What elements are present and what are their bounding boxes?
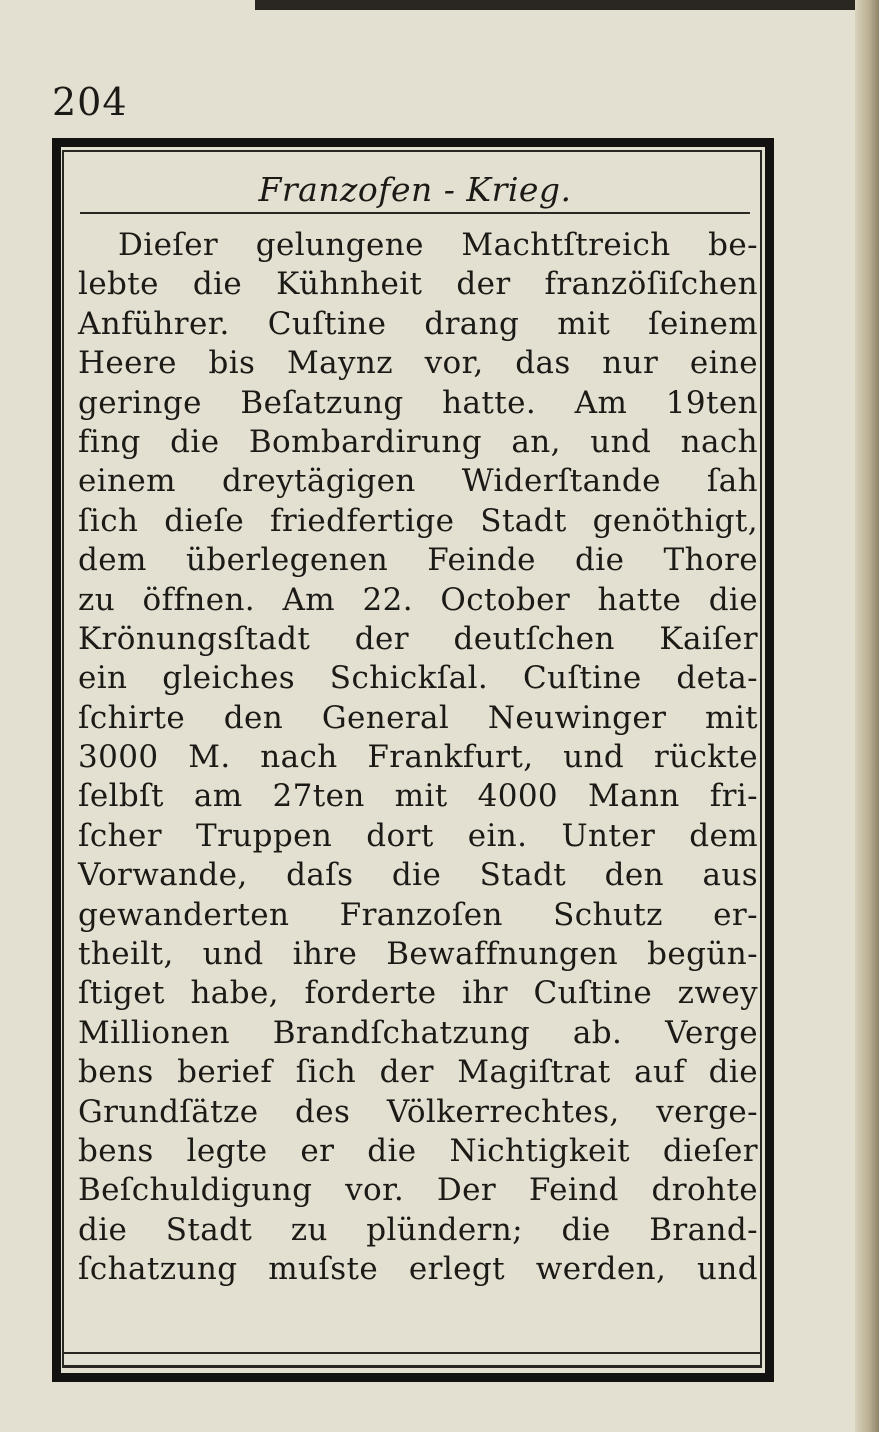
text-line: ſich dieſe friedfertige Stadt genöthigt, (78, 502, 758, 539)
text-line: ſcher Truppen dort ein. Unter dem (78, 817, 758, 854)
text-line: Krönungsſtadt der deutſchen Kaiſer (78, 620, 758, 657)
text-line: Grundſätze des Völkerrechtes, verge- (78, 1093, 758, 1130)
text-line: fing die Bombardirung an, und nach (78, 423, 758, 460)
page-right-edge (855, 0, 879, 1432)
text-line: Vorwande, daſs die Stadt den aus (78, 857, 758, 894)
text-line: 3000 M. nach Frankfurt, und rückte (78, 739, 758, 776)
text-line: einem dreytägigen Widerſtande ſah (78, 463, 758, 500)
text-line: zu öffnen. Am 22. October hatte die (78, 581, 758, 618)
text-line: theilt, und ihre Bewaffnungen begün- (78, 936, 758, 973)
text-line: Millionen Brandſchatzung ab. Verge (78, 1014, 758, 1051)
footer-rule (62, 1352, 762, 1354)
page-top-edge (255, 0, 855, 10)
text-line: ſtiget habe, forderte ihr Cuſtine zwey (78, 975, 758, 1012)
text-line: bens legte er die Nichtigkeit dieſer (78, 1132, 758, 1169)
text-line: die Stadt zu plündern; die Brand- (78, 1211, 758, 1248)
page-number: 204 (52, 80, 128, 124)
body-text (78, 226, 758, 1290)
text-line: Dieſer gelungene Machtſtreich be- (118, 227, 758, 263)
text-line: ſchirte den General Neuwinger mit (78, 699, 758, 736)
text-line: Beſchuldigung vor. Der Feind drohte (78, 1172, 758, 1209)
text-line: ſchatzung muſste erlegt werden, und (78, 1251, 758, 1288)
text-line: geringe Beſatzung hatte. Am 19ten (78, 384, 758, 421)
running-header-title: Franzofen - Krieg. (258, 170, 572, 209)
text-line: Anführer. Cuſtine drang mit ſeinem (78, 305, 758, 342)
text-line: ſelbſt am 27ten mit 4000 Mann fri- (78, 778, 758, 815)
header-rule (80, 212, 750, 214)
text-line: lebte die Kühnheit der franzöſiſchen (78, 266, 758, 303)
text-line: ein gleiches Schickſal. Cuſtine deta- (78, 660, 758, 697)
text-line: bens berief ſich der Magiſtrat auf die (78, 1054, 758, 1091)
text-line: dem überlegenen Feinde die Thore (78, 542, 758, 579)
text-line: gewanderten Franzoſen Schutz er- (78, 896, 758, 933)
text-line: Heere bis Maynz vor, das nur eine (78, 345, 758, 382)
